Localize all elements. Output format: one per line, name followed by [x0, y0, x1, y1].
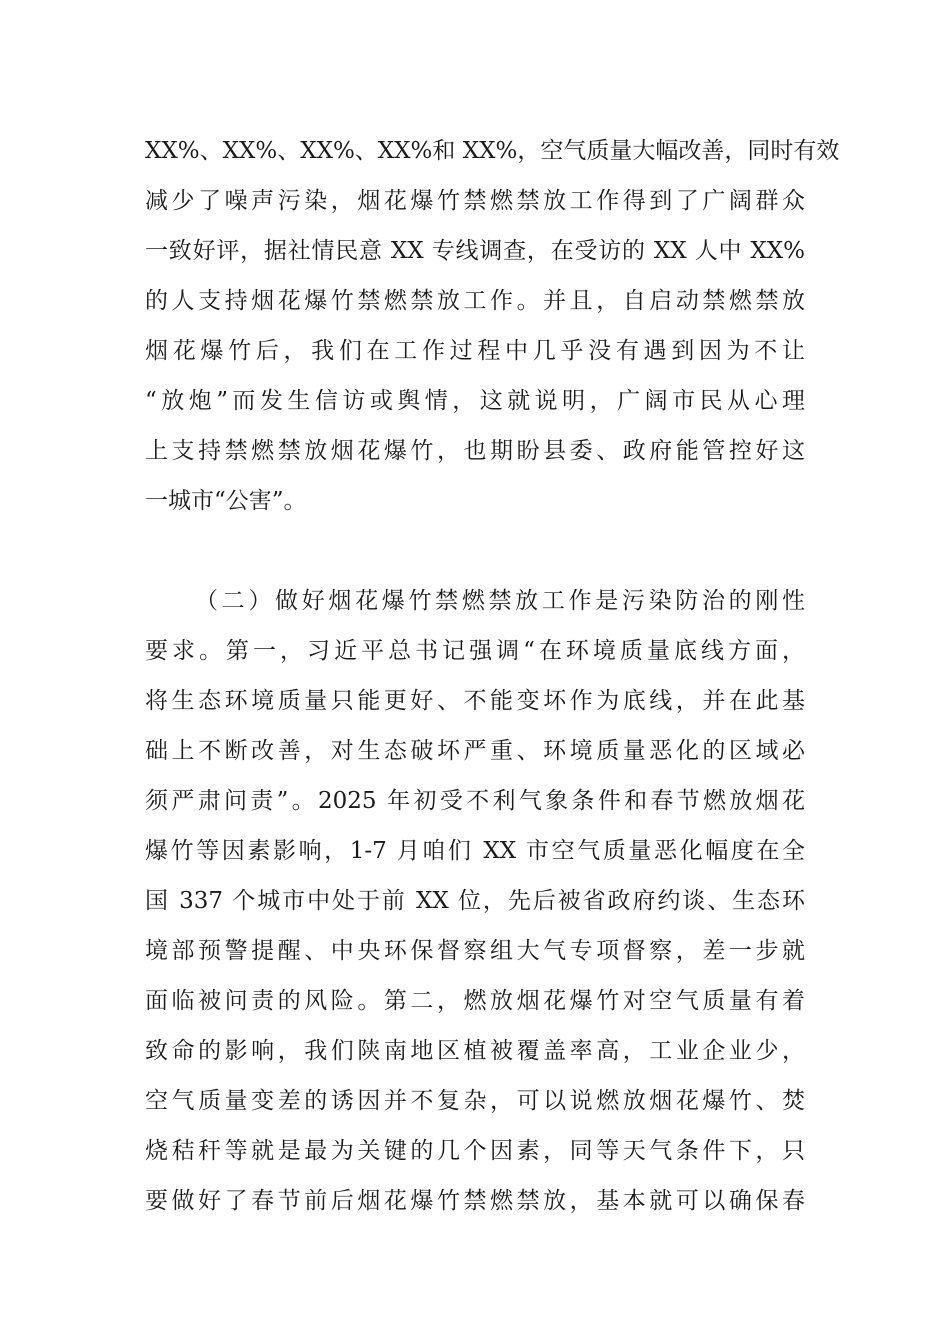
- paragraph1-line-5: 烟花爆竹后，我们在工作过程中几乎没有遇到因为不让: [145, 338, 805, 364]
- paragraph1-line-3: 一致好评，据社情民意 XX 专线调查，在受访的 XX 人中 XX%: [145, 238, 805, 264]
- paragraph1-line-4: 的人支持烟花爆竹禁燃禁放工作。并且，自启动禁燃禁放: [145, 288, 805, 314]
- paragraph1-line-6: “放炮”而发生信访或舆情，这就说明，广阔市民从心理: [145, 388, 805, 414]
- paragraph1-line-7: 上支持禁燃禁放烟花爆竹，也期盼县委、政府能管控好这: [145, 438, 805, 464]
- paragraph1-line-8: 一城市“公害”。: [145, 488, 307, 514]
- paragraph1-line-2: 减少了噪声污染，烟花爆竹禁燃禁放工作得到了广阔群众: [145, 188, 805, 214]
- paragraph1-line-1: XX%、XX%、XX%、XX%和 XX%，空气质量大幅改善，同时有效: [145, 138, 840, 164]
- paragraph2-line-2: 要求。第一，习近平总书记强调“在环境质量底线方面，: [145, 638, 805, 664]
- paragraph2-line-13: 要做好了春节前后烟花爆竹禁燃禁放，基本就可以确保春: [145, 1188, 805, 1214]
- paragraph2-line-8: 境部预警提醒、中央环保督察组大气专项督察，差一步就: [145, 938, 805, 964]
- paragraph2-line-7: 国 337 个城市中处于前 XX 位，先后被省政府约谈、生态环: [145, 888, 805, 914]
- paragraph2-line-3: 将生态环境质量只能更好、不能变坏作为底线，并在此基: [145, 688, 805, 714]
- paragraph2-line-4: 础上不断改善，对生态破坏严重、环境质量恶化的区域必: [145, 738, 805, 764]
- paragraph2-line-6: 爆竹等因素影响，1-7 月咱们 XX 市空气质量恶化幅度在全: [145, 838, 805, 864]
- paragraph2-line-12: 烧秸秆等就是最为关键的几个因素，同等天气条件下，只: [145, 1138, 805, 1164]
- paragraph2-line-9: 面临被问责的风险。第二，燃放烟花爆竹对空气质量有着: [145, 988, 805, 1014]
- paragraph2-line-1: （二）做好烟花爆竹禁燃禁放工作是污染防治的刚性: [195, 588, 805, 614]
- paragraph2-line-5: 须严肃问责”。2025 年初受不利气象条件和春节燃放烟花: [145, 788, 805, 814]
- paragraph2-line-11: 空气质量变差的诱因并不复杂，可以说燃放烟花爆竹、焚: [145, 1088, 805, 1114]
- paragraph2-line-10: 致命的影响，我们陕南地区植被覆盖率高，工业企业少，: [145, 1038, 805, 1064]
